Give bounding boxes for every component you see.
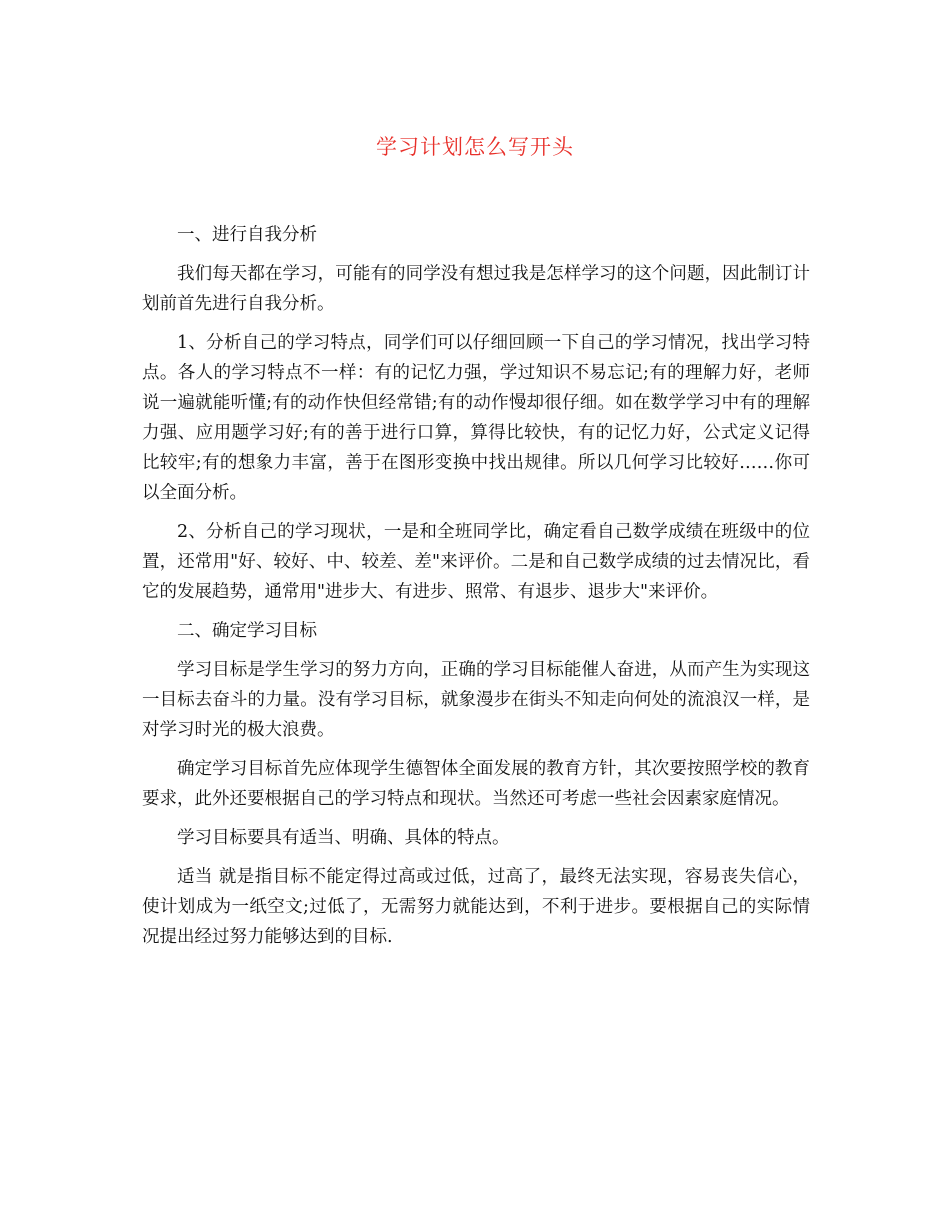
paragraph-intro: 我们每天都在学习，可能有的同学没有想过我是怎样学习的这个问题，因此制订计划前首先进行自我分析。 [142,264,810,314]
paragraph-goal-features: 学习目标要具有适当、明确、具体的特点。 [177,828,510,848]
document-body [142,220,810,961]
paragraph-learning-status: 2、分析自己的学习现状，一是和全班同学比，确定看自己数学成绩在班级中的位置，还常用"好、较好、中、较差、差"来评价。二是和自己数学成绩的过去情况比，看它的发展趋势，通常用"进步大、有进步、照常、有退步、退步大"来评价。 [142,522,810,602]
paragraph-appropriate: 适当 就是指目标不能定得过高或过低，过高了，最终无法实现，容易丧失信心，使计划成为一纸空文;过低了，无需努力就能达到，不利于进步。要根据自己的实际情况提出经过努力能够达到的目标. [142,867,810,947]
paragraph-goal-principles: 确定学习目标首先应体现学生德智体全面发展的教育方针，其次要按照学校的教育要求，此外还要根据自己的学习特点和现状。当然还可考虑一些社会因素家庭情况。 [142,759,810,809]
paragraph-learning-traits: 1、分析自己的学习特点，同学们可以仔细回顾一下自己的学习情况，找出学习特点。各人的学习特点不一样：有的记忆力强，学过知识不易忘记;有的理解力好，老师说一遍就能听懂;有的动作快但经常错;有的动作慢却很仔细。如在数学学习中有的理解力强、应用题学习好;有的善于进行口算，算得比较快，有的记忆力好，公式定义记得比较牢;有的想象力丰富，善于在图形变换中找出规律。所以几何学习比较好……你可以全面分析。 [142,333,810,503]
paragraph-goal-importance: 学习目标是学生学习的努力方向，正确的学习目标能催人奋进，从而产生为实现这一目标去奋斗的力量。没有学习目标，就象漫步在街头不知走向何处的流浪汉一样，是对学习时光的极大浪费。 [142,660,810,740]
section-heading-goals: 二、确定学习目标 [177,621,317,641]
document-title: 学习计划怎么写开头 [376,135,574,159]
section-heading-self-analysis: 一、进行自我分析 [177,225,317,245]
